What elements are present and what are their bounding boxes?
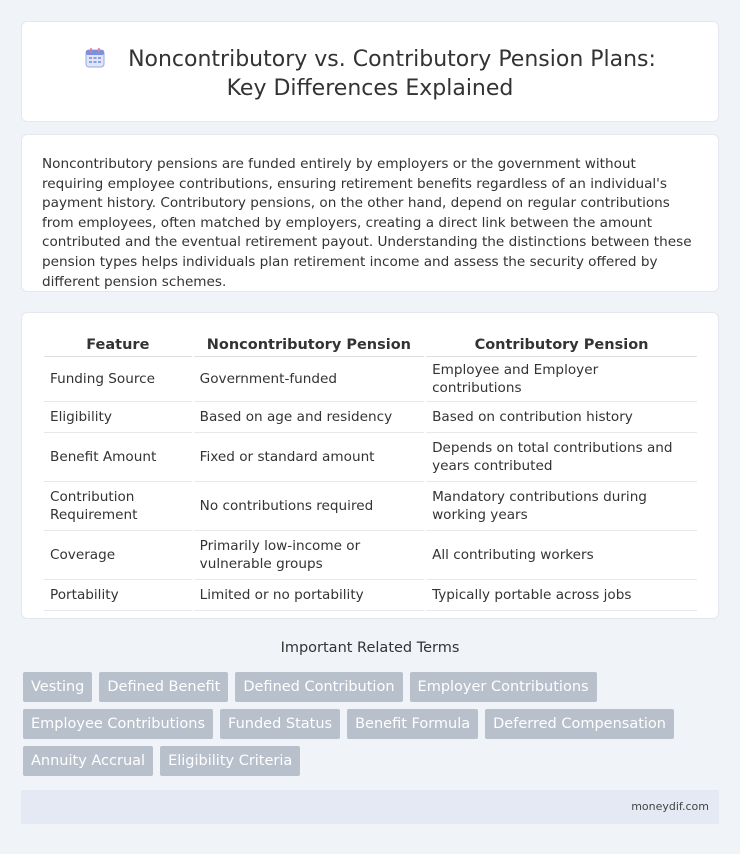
comparison-table-card: [21, 312, 719, 619]
table-header: Noncontributory Pension: [194, 333, 424, 357]
table-cell: Employee and Employer contributions: [426, 357, 697, 402]
related-term-tag[interactable]: Eligibility Criteria: [160, 746, 300, 776]
related-terms-heading: Important Related Terms: [280, 640, 460, 656]
table-cell: Typically portable across jobs: [426, 580, 697, 611]
table-cell: Mandatory contributions during working years: [426, 482, 697, 531]
table-cell: Based on contribution history: [426, 402, 697, 433]
table-cell: No contributions required: [194, 482, 424, 531]
table-header: Contributory Pension: [426, 333, 697, 357]
page-title: Noncontributory vs. Contributory Pension Plans: Key Differences Explained: [128, 47, 656, 101]
related-term-tag[interactable]: Benefit Formula: [347, 709, 478, 739]
intro-paragraph: Noncontributory pensions are funded entirely by employers or the government without requiring employee contributions, ensuring retirement benefits regardless of an individual's payment history. Contributory pensions, on the other hand, depend on regular contributions from employees, often matched by employers, creating a direct link between the amount contributed and the eventual retirement payout. Understanding the distinctions between these pension types helps individuals plan retirement income and assess the security offered by different pension schemes.: [42, 156, 692, 290]
table-header: Feature: [44, 333, 192, 357]
table-cell: Funding Source: [44, 357, 192, 402]
related-term-tag[interactable]: Employee Contributions: [23, 709, 213, 739]
related-term-tag[interactable]: Funded Status: [220, 709, 340, 739]
table-cell: Fixed or standard amount: [194, 433, 424, 482]
table-row: [44, 402, 697, 433]
comparison-table: [42, 333, 699, 611]
related-terms-list: [23, 672, 713, 776]
related-term-tag[interactable]: Annuity Accrual: [23, 746, 153, 776]
table-row: [44, 357, 697, 402]
table-cell: Eligibility: [44, 402, 192, 433]
footer-source[interactable]: moneydif.com: [631, 800, 709, 813]
table-cell: Based on age and residency: [194, 402, 424, 433]
table-cell: Government-funded: [194, 357, 424, 402]
title-card: [21, 21, 719, 122]
related-term-tag[interactable]: Defined Benefit: [99, 672, 228, 702]
table-cell: Primarily low-income or vulnerable groups: [194, 531, 424, 580]
table-row: [44, 433, 697, 482]
table-header-row: [44, 333, 697, 357]
related-term-tag[interactable]: Employer Contributions: [410, 672, 597, 702]
table-cell: Depends on total contributions and years contributed: [426, 433, 697, 482]
footer: [21, 790, 719, 824]
table-cell: Limited or no portability: [194, 580, 424, 611]
table-row: [44, 580, 697, 611]
related-term-tag[interactable]: Defined Contribution: [235, 672, 402, 702]
calendar-icon: [84, 47, 106, 69]
table-cell: Benefit Amount: [44, 433, 192, 482]
table-cell: Contribution Requirement: [44, 482, 192, 531]
table-cell: Portability: [44, 580, 192, 611]
table-cell: Coverage: [44, 531, 192, 580]
related-term-tag[interactable]: Vesting: [23, 672, 92, 702]
table-row: [44, 482, 697, 531]
intro-card: [21, 134, 719, 292]
related-term-tag[interactable]: Deferred Compensation: [485, 709, 674, 739]
table-row: [44, 531, 697, 580]
page-title-wrap: [22, 45, 718, 103]
table-cell: All contributing workers: [426, 531, 697, 580]
